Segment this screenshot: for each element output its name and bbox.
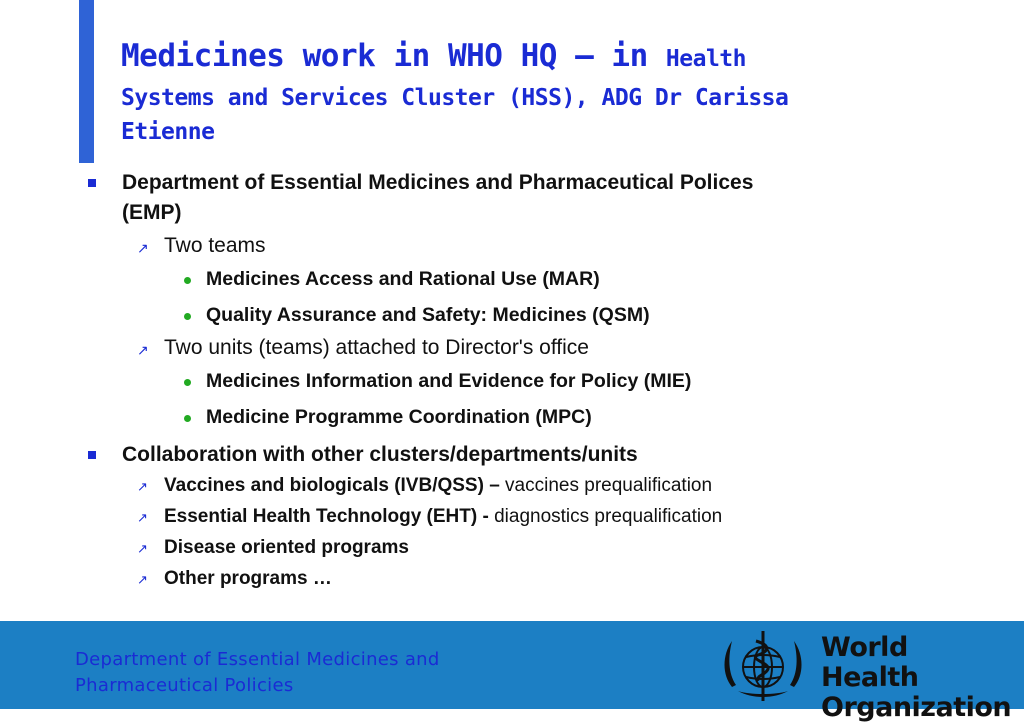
bullet-eht xyxy=(86,501,986,532)
title-line2: Systems and Services Cluster (HSS), ADG Dr Carissa xyxy=(121,85,789,111)
title-main: Medicines work in WHO HQ – in xyxy=(121,38,666,74)
bullet-emp xyxy=(86,168,986,228)
title-small: Health xyxy=(665,46,747,72)
bullet-disease xyxy=(86,532,986,563)
arrow-bullet-icon: ↗ xyxy=(137,510,148,525)
footer-department xyxy=(75,647,440,699)
footer-bar xyxy=(0,621,1024,723)
bullet-other xyxy=(86,563,986,594)
bullet-mar xyxy=(86,261,986,297)
bullet-ivb-rest: vaccines prequalification xyxy=(499,475,713,496)
footer-line2: Pharmaceutical Policies xyxy=(75,675,294,696)
bullet-collaboration xyxy=(86,440,986,470)
bullet-two-units xyxy=(86,333,986,363)
bullet-other-text: Other programs … xyxy=(164,568,332,589)
bullet-two-teams-text: Two teams xyxy=(164,234,266,257)
bullet-list xyxy=(86,168,986,594)
dot-bullet-icon xyxy=(184,415,191,422)
title-line3: Etienne xyxy=(121,119,215,145)
who-name xyxy=(821,633,1011,723)
arrow-bullet-icon: ↗ xyxy=(137,541,148,556)
bullet-collaboration-text: Collaboration with other clusters/departments/units xyxy=(122,443,638,466)
accent-bar xyxy=(79,0,94,163)
bullet-two-units-text: Two units (teams) attached to Director's office xyxy=(164,336,589,359)
bullet-mpc-text: Medicine Programme Coordination (MPC) xyxy=(206,406,592,428)
dot-bullet-icon xyxy=(184,277,191,284)
bullet-mar-text: Medicines Access and Rational Use (MAR) xyxy=(206,268,600,290)
bullet-eht-bold: Essential Health Technology (EHT) - xyxy=(164,506,489,527)
square-bullet-icon xyxy=(88,179,96,187)
arrow-bullet-icon: ↗ xyxy=(137,342,149,358)
who-logo xyxy=(718,627,1012,723)
bullet-disease-text: Disease oriented programs xyxy=(164,537,409,558)
who-name-line2: Organization xyxy=(821,692,1012,723)
arrow-bullet-icon: ↗ xyxy=(137,240,149,256)
bullet-emp-line1: Department of Essential Medicines and Pharmaceutical Polices xyxy=(122,171,754,194)
bullet-ivb-bold: Vaccines and biologicals (IVB/QSS) – xyxy=(164,475,500,496)
bullet-eht-rest: diagnostics prequalification xyxy=(488,506,723,527)
bullet-mie xyxy=(86,363,986,399)
arrow-bullet-icon: ↗ xyxy=(137,479,148,494)
bullet-emp-line2: (EMP) xyxy=(122,201,182,224)
dot-bullet-icon xyxy=(184,313,191,320)
bullet-qsm-text: Quality Assurance and Safety: Medicines (QSM) xyxy=(206,304,650,326)
bullet-two-teams xyxy=(86,231,986,261)
footer-line1: Department of Essential Medicines and xyxy=(75,649,440,670)
bullet-ivb xyxy=(86,470,986,501)
square-bullet-icon xyxy=(88,451,96,459)
bullet-mie-text: Medicines Information and Evidence for Policy (MIE) xyxy=(206,370,692,392)
slide-title xyxy=(121,38,1001,149)
bullet-mpc xyxy=(86,399,986,435)
arrow-bullet-icon: ↗ xyxy=(137,572,148,587)
dot-bullet-icon xyxy=(184,379,191,386)
bullet-qsm xyxy=(86,297,986,333)
who-name-line1: World Health xyxy=(821,632,919,693)
who-emblem-icon xyxy=(718,627,808,703)
